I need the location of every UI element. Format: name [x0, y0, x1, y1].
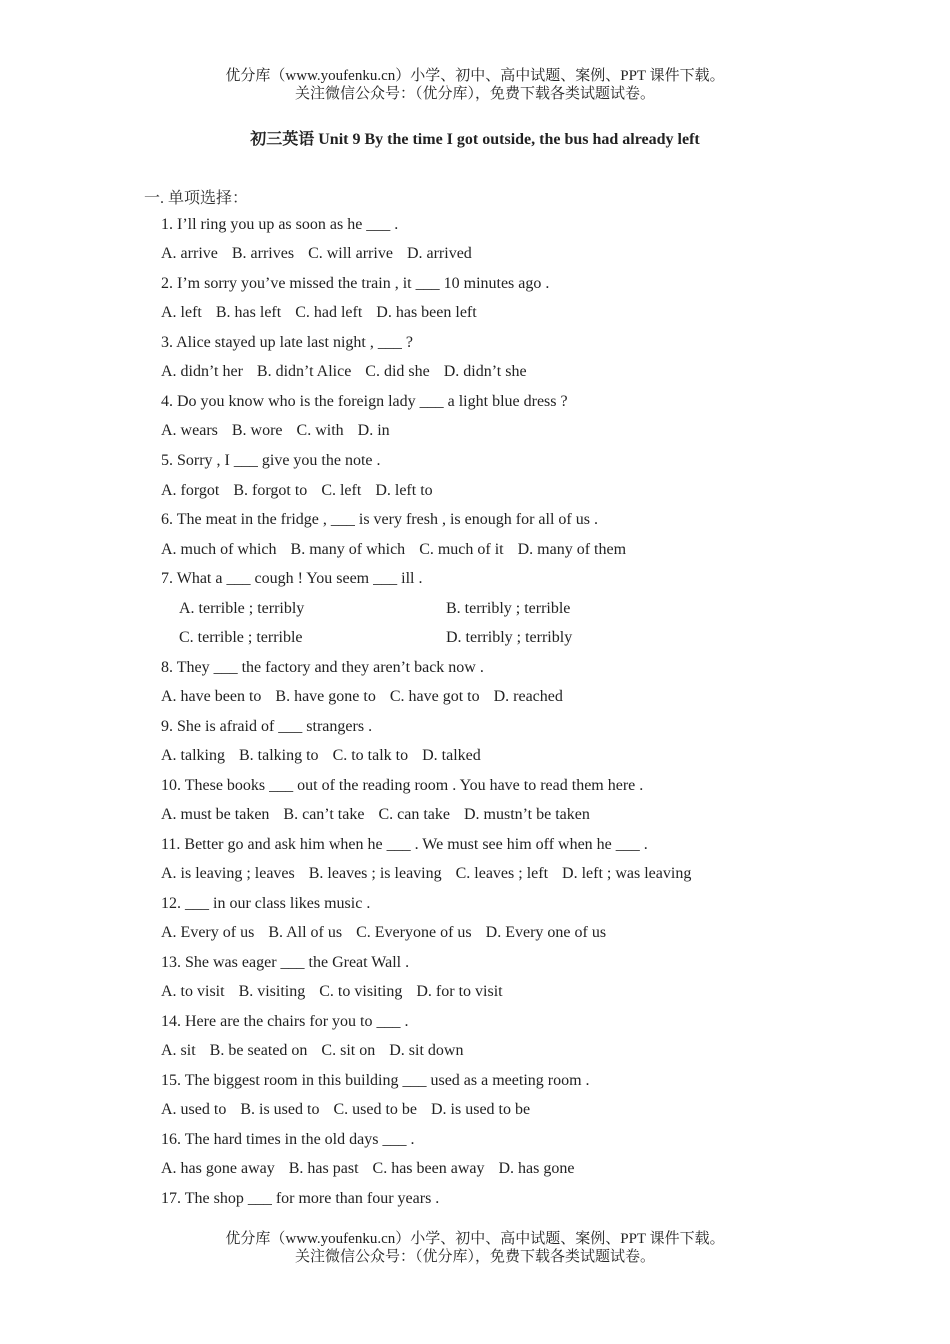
question-1: 1. I’ll ring you up as soon as he ___ .: [161, 216, 399, 233]
question-12: 12. ___ in our class likes music .: [161, 895, 371, 912]
option: D. has been left: [376, 304, 477, 321]
question-13: 13. She was eager ___ the Great Wall .: [161, 954, 410, 971]
option: C. with: [296, 422, 344, 439]
options-14: [161, 1042, 477, 1060]
option: A. forgot: [161, 482, 220, 499]
option: A. must be taken: [161, 806, 270, 823]
option: A. have been to: [161, 688, 262, 705]
option: C. to visiting: [319, 983, 403, 1000]
page-footer: [0, 1230, 950, 1266]
option: B. visiting: [238, 983, 306, 1000]
option: A. left: [161, 304, 202, 321]
option: B. wore: [231, 422, 283, 439]
option: A. used to: [161, 1101, 227, 1118]
options-2: [161, 304, 491, 322]
footer-line-1: 优分库（www.youfenku.cn）小学、初中、高中试题、案例、PPT 课件下载。: [225, 1231, 725, 1247]
page-header: [0, 67, 950, 103]
header-line-1: 优分库（www.youfenku.cn）小学、初中、高中试题、案例、PPT 课件下载。: [225, 68, 725, 84]
option: B. talking to: [239, 747, 319, 764]
option: A. terrible ; terribly: [179, 600, 305, 617]
option: C. sit on: [321, 1042, 376, 1059]
option: A. Every of us: [161, 924, 255, 941]
option: B. have gone to: [275, 688, 376, 705]
option: B. many of which: [290, 541, 406, 558]
options-10: [161, 806, 604, 824]
option: D. terribly ; terribly: [446, 629, 573, 646]
option: D. is used to be: [431, 1101, 531, 1118]
options-13: [161, 983, 517, 1001]
option: D. mustn’t be taken: [463, 806, 590, 823]
option: A. sit: [161, 1042, 196, 1059]
option: C. terrible ; terrible: [179, 629, 303, 646]
option: C. have got to: [389, 688, 480, 705]
question-10: 10. These books ___ out of the reading room . You have to read them here .: [161, 777, 644, 794]
option: D. many of them: [517, 541, 627, 558]
option: D. sit down: [389, 1042, 464, 1059]
option: D. for to visit: [416, 983, 503, 1000]
question-5: 5. Sorry , I ___ give you the note .: [161, 452, 381, 469]
options-16: [161, 1160, 588, 1178]
options-3: [161, 363, 541, 381]
option: C. used to be: [333, 1101, 417, 1118]
options-15: [161, 1101, 544, 1119]
options-4: [161, 422, 404, 440]
option: B. forgot to: [233, 482, 308, 499]
option: B. arrives: [231, 245, 295, 262]
option: D. arrived: [406, 245, 472, 262]
option: C. can take: [378, 806, 450, 823]
option: B. can’t take: [283, 806, 365, 823]
options-9: [161, 747, 495, 765]
question-17: 17. The shop ___ for more than four years .: [161, 1190, 440, 1207]
option: C. leaves ; left: [455, 865, 549, 882]
option: A. has gone away: [161, 1160, 275, 1177]
header-line-2: 关注微信公众号：（优分库），免费下载各类试题试卷。: [294, 86, 655, 102]
option: C. had left: [295, 304, 363, 321]
options-5: [161, 482, 447, 500]
question-14: 14. Here are the chairs for you to ___ .: [161, 1013, 409, 1030]
option: B. be seated on: [209, 1042, 308, 1059]
option: D. in: [357, 422, 390, 439]
question-9: 9. She is afraid of ___ strangers .: [161, 718, 373, 735]
page-title: 初三英语 Unit 9 By the time I got outside, the bus had already left: [250, 131, 700, 148]
option: B. has past: [288, 1160, 359, 1177]
option: B. leaves ; is leaving: [308, 865, 442, 882]
options-8: [161, 688, 577, 706]
question-4: 4. Do you know who is the foreign lady ___ a light blue dress ?: [161, 393, 568, 410]
option: D. talked: [422, 747, 481, 764]
option: A. arrive: [161, 245, 218, 262]
option: A. to visit: [161, 983, 225, 1000]
question-3: 3. Alice stayed up late last night , ___ ?: [161, 334, 413, 351]
options-11: [161, 865, 705, 883]
option: D. left to: [375, 482, 433, 499]
question-11: 11. Better go and ask him when he ___ . We must see him off when he ___ .: [161, 836, 648, 853]
option: D. left ; was leaving: [562, 865, 692, 882]
question-2: 2. I’m sorry you’ve missed the train , it ___ 10 minutes ago .: [161, 275, 550, 292]
option: B. has left: [215, 304, 282, 321]
question-16: 16. The hard times in the old days ___ .: [161, 1131, 415, 1148]
option: A. wears: [161, 422, 218, 439]
question-6: 6. The meat in the fridge , ___ is very fresh , is enough for all of us .: [161, 511, 598, 528]
option: C. Everyone of us: [356, 924, 472, 941]
option: B. terribly ; terrible: [446, 600, 571, 617]
option: C. has been away: [372, 1160, 485, 1177]
option: C. will arrive: [308, 245, 393, 262]
option: A. talking: [161, 747, 225, 764]
footer-line-2: 关注微信公众号：（优分库），免费下载各类试题试卷。: [294, 1249, 655, 1265]
option: A. much of which: [161, 541, 277, 558]
option: A. is leaving ; leaves: [161, 865, 295, 882]
option: C. did she: [365, 363, 430, 380]
question-15: 15. The biggest room in this building ___ used as a meeting room .: [161, 1072, 590, 1089]
option: D. has gone: [498, 1160, 575, 1177]
question-7: 7. What a ___ cough ! You seem ___ ill .: [161, 570, 423, 587]
options-6: [161, 541, 640, 559]
option: A. didn’t her: [161, 363, 243, 380]
option: B. is used to: [240, 1101, 320, 1118]
option: D. reached: [493, 688, 563, 705]
options-1: [161, 245, 486, 263]
option: B. didn’t Alice: [256, 363, 352, 380]
section-heading: 一. 单项选择：: [144, 190, 249, 207]
option: C. much of it: [419, 541, 504, 558]
option: C. left: [321, 482, 362, 499]
option: D. Every one of us: [485, 924, 607, 941]
option: C. to talk to: [332, 747, 409, 764]
option: B. All of us: [268, 924, 343, 941]
options-12: [161, 924, 620, 942]
option: D. didn’t she: [443, 363, 527, 380]
question-8: 8. They ___ the factory and they aren’t back now .: [161, 659, 484, 676]
